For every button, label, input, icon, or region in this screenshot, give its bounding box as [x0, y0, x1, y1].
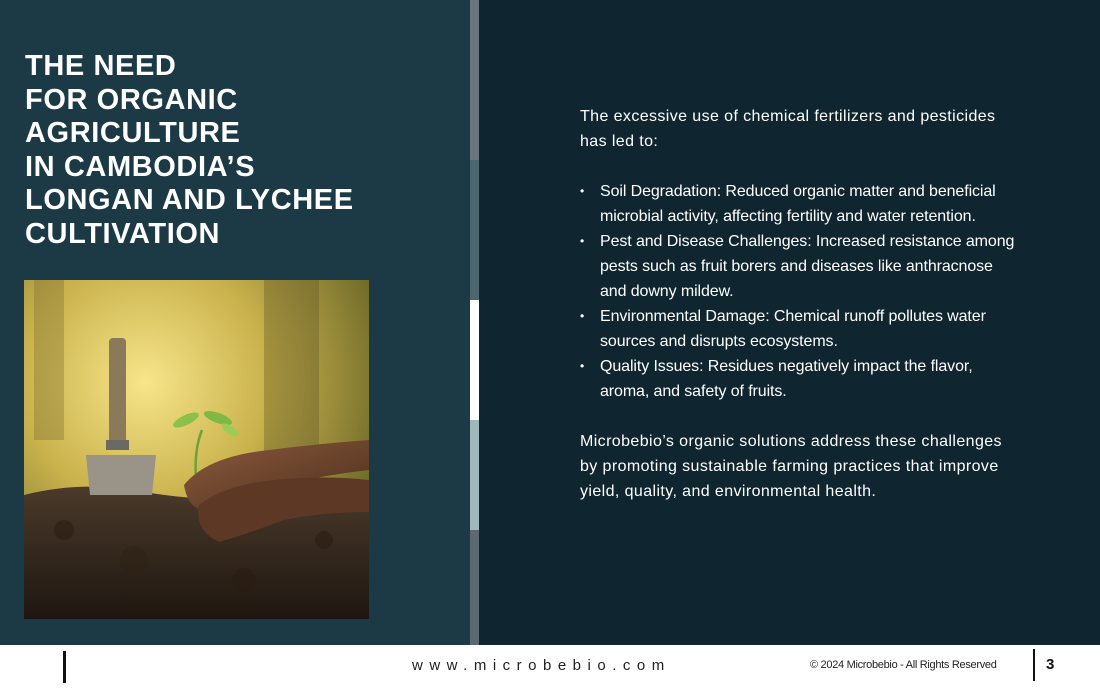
list-item-text: Soil Degradation: Reduced organic matter and beneficial microbial activity, affecting fertility and water retention.: [600, 183, 996, 225]
issues-list: [580, 179, 1020, 404]
website-link[interactable]: www.microbebio.com: [412, 657, 671, 674]
bullet-icon: •: [580, 359, 585, 373]
bullet-icon: •: [580, 184, 585, 198]
page-number: 3: [1046, 656, 1055, 673]
divider-segment: [470, 0, 479, 160]
title-line: AGRICULTURE: [25, 117, 241, 149]
list-item-text: Environmental Damage: Chemical runoff pollutes water sources and disrupts ecosystems.: [600, 308, 986, 350]
footer: [0, 645, 1100, 700]
footer-divider-right: [1033, 649, 1035, 681]
list-item-text: Quality Issues: Residues negatively impact the flavor, aroma, and safety of fruits.: [600, 358, 973, 400]
list-item: [580, 179, 1020, 229]
title-line: CULTIVATION: [25, 217, 221, 250]
bullet-icon: •: [580, 234, 585, 248]
list-item: [580, 354, 1020, 404]
divider-segment: [470, 300, 479, 420]
footer-divider-left: [63, 651, 66, 683]
title-line: THE NEED: [25, 50, 177, 82]
vertical-divider: [470, 0, 479, 645]
bullet-icon: •: [580, 309, 585, 323]
title-line: LONGAN AND LYCHEE: [25, 184, 354, 216]
title-line: IN CAMBODIA’S: [25, 150, 256, 183]
closing-paragraph: Microbebio’s organic solutions address these challenges by promoting sustainable farming practices that improve yield, quality, and environmental health.: [580, 433, 1002, 500]
divider-segment: [470, 160, 479, 300]
intro-paragraph: The excessive use of chemical fertilizers and pesticides has led to:: [580, 108, 996, 150]
left-panel: [0, 0, 470, 645]
list-item-text: Pest and Disease Challenges: Increased resistance among pests such as fruit borers and diseases like anthracnose and downy mildew.: [600, 233, 1015, 300]
page-title: [25, 50, 445, 251]
divider-segment: [470, 530, 479, 645]
divider-segment: [470, 420, 479, 530]
seedling-photo: [24, 280, 369, 619]
list-item: [580, 304, 1020, 354]
right-panel: [479, 0, 1100, 645]
copyright-text: © 2024 Microbebio - All Rights Reserved: [810, 659, 997, 671]
body-text: [580, 104, 1020, 504]
list-item: [580, 229, 1020, 304]
title-line: FOR ORGANIC: [25, 83, 238, 116]
